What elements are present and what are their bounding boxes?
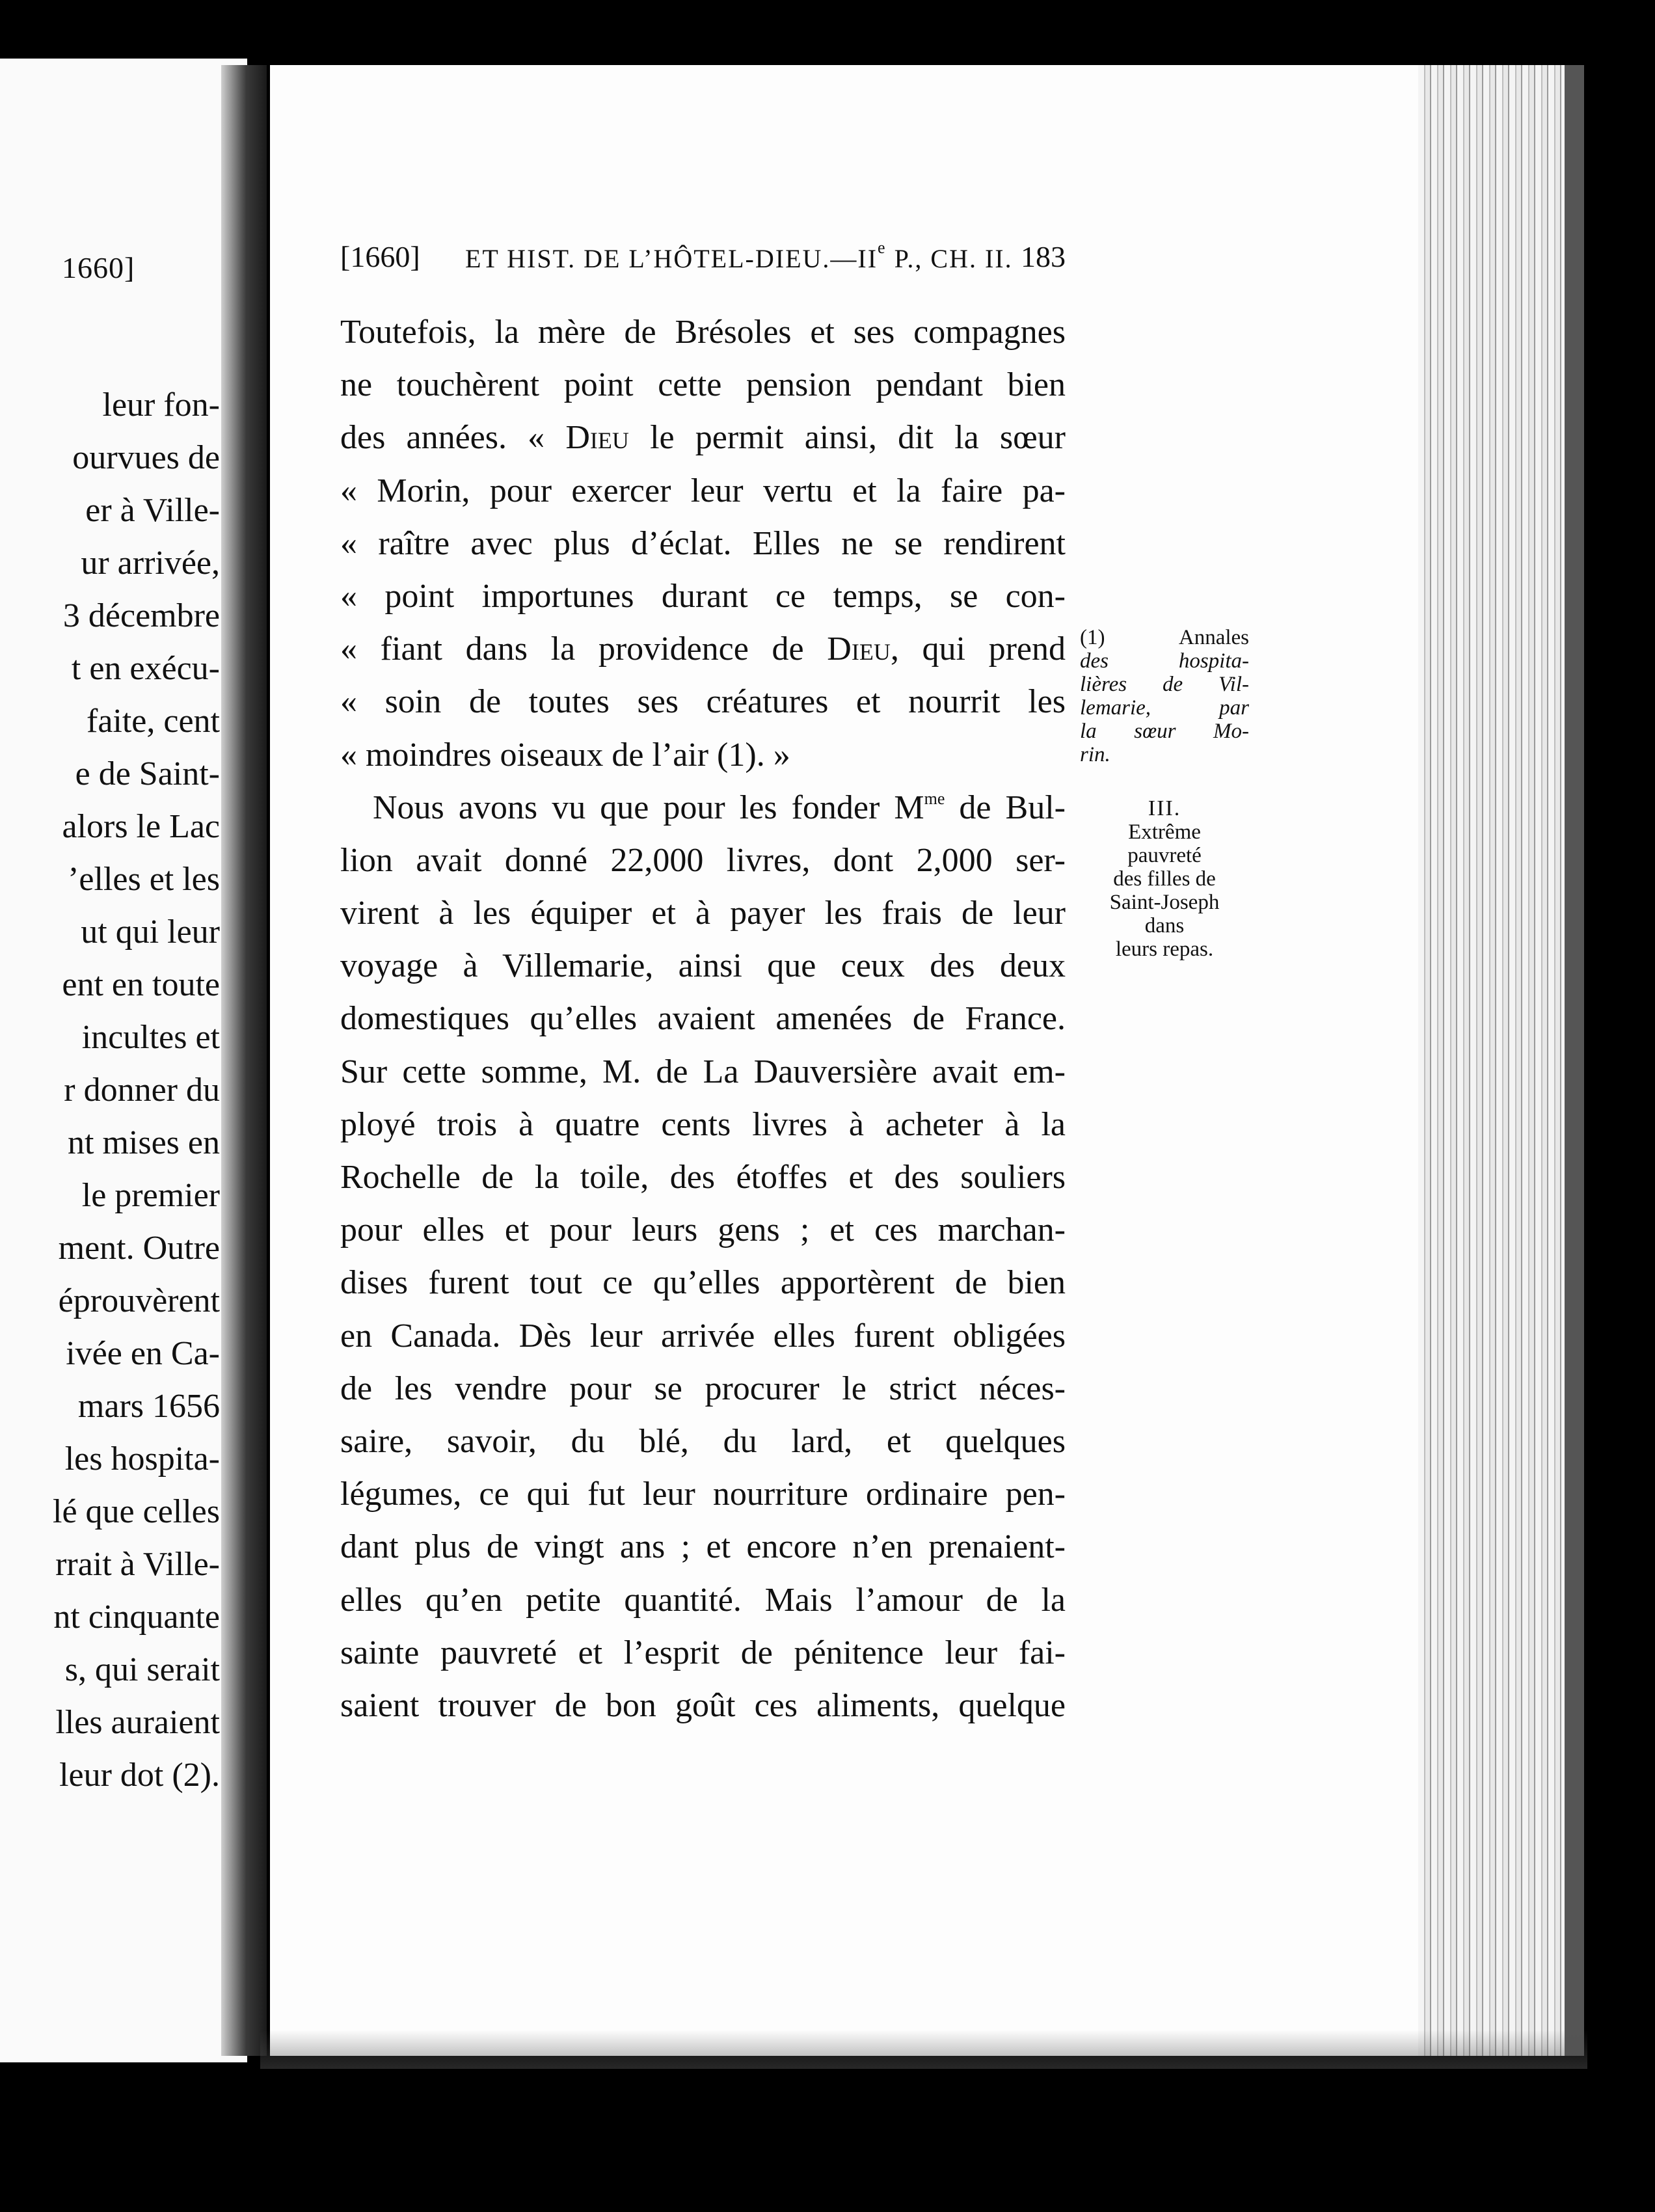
body-line: Toutefois, la mère de Brésoles et ses compagnes (340, 314, 1066, 351)
body-line: Rochelle de la toile, des étoffes et des souliers (340, 1159, 1066, 1196)
body-line: ployé trois à quatre cents livres à acheter à la (340, 1105, 1066, 1143)
margin-note-line: des filles de (1113, 867, 1216, 891)
left-page-line: ut qui leur (81, 913, 220, 951)
left-page-line: nt cinquante (53, 1598, 220, 1636)
margin-note-line: Extrême (1128, 820, 1201, 844)
footnote-line: la sœur Mo- (1080, 720, 1249, 743)
page-bottom-shadow (260, 2030, 1587, 2069)
body-line: en Canada. Dès leur arrivée elles furent obligées (340, 1317, 1066, 1355)
left-page-line: ’elles et les (68, 861, 220, 898)
left-page-line: ivée en Ca- (66, 1335, 220, 1372)
footnote-line: (1) Annales (1080, 626, 1249, 649)
book-gutter (221, 65, 267, 2056)
left-facing-page (0, 59, 247, 2062)
page-edges (1418, 65, 1565, 2056)
margin-note-line: III. (1148, 796, 1181, 820)
left-page-line: le premier (81, 1177, 220, 1214)
body-line: légumes, ce qui fut leur nourriture ordinaire pen- (340, 1476, 1066, 1513)
page-number: 183 (1021, 240, 1066, 273)
left-page-line: faite, cent (87, 703, 220, 740)
body-line: lion avait donné 22,000 livres, dont 2,000 ser- (340, 841, 1066, 879)
body-line: Sur cette somme, M. de La Dauversière avait em- (340, 1053, 1066, 1090)
left-page-line: er à Ville- (85, 492, 220, 529)
body-line: « raître avec plus d’éclat. Elles ne se rendirent (340, 524, 1066, 562)
body-line: voyage à Villemarie, ainsi que ceux des deux (340, 947, 1066, 985)
body-line: elles qu’en petite quantité. Mais l’amour de la (340, 1581, 1066, 1619)
body-line: « Morin, pour exercer leur vertu et la faire pa- (340, 472, 1066, 509)
margin-note-line: Saint-Joseph (1109, 891, 1220, 914)
margin-note-line: leurs repas. (1115, 937, 1214, 961)
body-line: saire, savoir, du blé, du lard, et quelques (340, 1422, 1066, 1460)
left-page-line: éprouvèrent (58, 1282, 220, 1319)
header-running-title: ET HIST. DE L’HÔTEL-DIEU.—IIe P., CH. II. (465, 238, 1013, 273)
body-line: dises furent tout ce qu’elles apportèrent de bien (340, 1264, 1066, 1302)
running-header (340, 239, 1066, 278)
left-page-line: alors le Lac (62, 808, 220, 845)
left-page-text (0, 379, 220, 1801)
footnote-line: lemarie, par (1080, 696, 1249, 720)
body-line: de les vendre pour se procurer le strict néces- (340, 1369, 1066, 1407)
body-line: ne touchèrent point cette pension pendant bien (340, 366, 1066, 404)
left-page-line: ur arrivée, (81, 545, 220, 582)
body-line: « point importunes durant ce temps, se con- (340, 577, 1066, 615)
body-line: « fiant dans la providence de Dieu, qui prend (340, 630, 1066, 668)
left-page-line: ment. Outre (58, 1230, 220, 1267)
footnote-line: lières de Vil- (1080, 673, 1249, 696)
left-page-line: e de Saint- (75, 755, 220, 792)
left-page-line: lles auraient (55, 1704, 220, 1741)
left-page-line: rrait à Ville- (55, 1546, 220, 1583)
left-page-line: ourvues de (72, 439, 220, 476)
left-page-line: ent en toute (62, 966, 220, 1003)
footnote-1 (1080, 626, 1249, 766)
left-page-line: 3 décembre (62, 597, 220, 634)
header-year: [1660] (340, 240, 420, 273)
left-page-line: les hospita- (64, 1440, 220, 1477)
body-line: Nous avons vu que pour les fonder $M^{me}$ de Bul- (373, 789, 1066, 826)
body-line: sainte pauvreté et l’esprit de pénitence leur fai- (340, 1634, 1066, 1671)
footnote-line: des hospita- (1080, 649, 1249, 673)
book-cover-edge (1565, 65, 1584, 2056)
body-line: domestiques qu’elles avaient amenées de France. (340, 1000, 1066, 1038)
left-page-line: leur dot (2). (59, 1757, 220, 1794)
body-line: « moindres oiseaux de l’air (1). » (340, 736, 790, 774)
left-page-line: t en exécu- (71, 650, 220, 687)
left-page-line: nt mises en (68, 1124, 220, 1161)
body-line: pour elles et pour leurs gens ; et ces marchan- (340, 1211, 1066, 1249)
left-page-line: incultes et (81, 1019, 220, 1056)
left-page-line: leur fon- (102, 386, 220, 424)
body-line: « soin de toutes ses créatures et nourrit les (340, 683, 1066, 721)
margin-note-section-3 (1080, 797, 1249, 961)
body-line: saient trouver de bon goût ces aliments, quelque (340, 1686, 1066, 1724)
left-page-line: mars 1656 (77, 1388, 220, 1425)
left-page-line: r donner du (64, 1072, 220, 1109)
left-page-line: s, qui serait (64, 1651, 220, 1688)
margin-note-line: dans (1144, 914, 1185, 937)
body-line: des années. « Dieu le permit ainsi, dit la sœur (340, 419, 1066, 457)
left-page-line: lé que celles (53, 1493, 220, 1530)
footnote-line: rin. (1080, 743, 1110, 766)
left-page-header: 1660] (62, 251, 135, 284)
body-line: virent à les équiper et à payer les frais de leur (340, 895, 1066, 932)
body-line: dant plus de vingt ans ; et encore n’en prenaient- (340, 1528, 1066, 1566)
margin-note-line: pauvreté (1127, 844, 1202, 867)
body-text (340, 306, 1066, 1732)
